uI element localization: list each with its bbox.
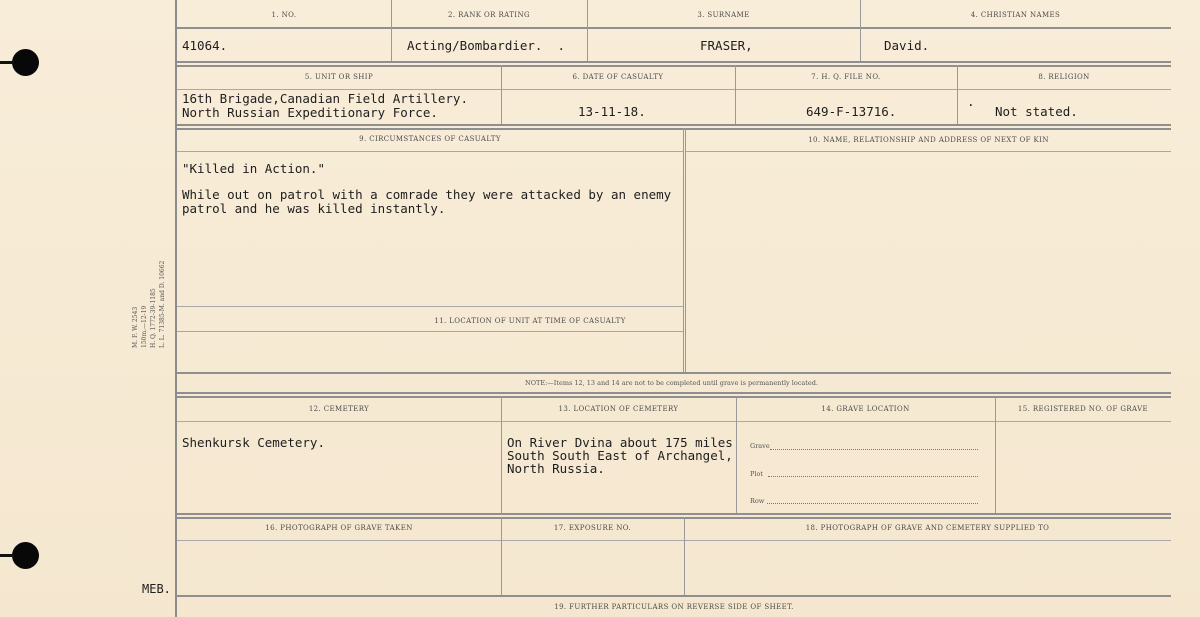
date-value: 13-11-18. (578, 104, 646, 119)
punch-hole-bottom (12, 542, 39, 569)
exposure-no-label: 17. EXPOSURE NO. (553, 524, 632, 532)
divider (995, 396, 996, 513)
surname-value: FRASER, (700, 38, 753, 53)
form-line-2: 150m.—12-19 (141, 305, 148, 348)
rule (177, 128, 1171, 130)
rule (177, 27, 1171, 29)
unit-line-2: North Russian Expeditionary Force. (182, 105, 438, 120)
grave-location-label: 14. GRAVE LOCATION (821, 405, 910, 413)
religion-mark: . (967, 94, 975, 109)
rule (177, 124, 1171, 126)
photo-supplied-label: 18. PHOTOGRAPH OF GRAVE AND CEMETERY SUPPLIED TO (805, 524, 1050, 532)
rule (177, 595, 1171, 597)
circumstances-line-2: While out on patrol with a comrade they were attacked by an enemy (182, 187, 672, 202)
punch-hole-top (12, 49, 39, 76)
rule (177, 392, 1171, 394)
plot-field-label: Plot (750, 470, 763, 478)
no-value: 41064. (182, 38, 228, 53)
circumstances-line-1: "Killed in Action." (182, 161, 325, 176)
rule (177, 513, 1171, 515)
unit-label: 5. UNIT OR SHIP (304, 73, 374, 81)
location-of-unit-label: 11. LOCATION OF UNIT AT TIME OF CASUALTY (434, 317, 626, 325)
further-particulars-label: 19. FURTHER PARTICULARS ON REVERSE SIDE OF SHEET. (554, 603, 794, 611)
christian-names-label: 4. CHRISTIAN NAMES (970, 11, 1061, 19)
christian-names-value: David. (884, 38, 930, 53)
grave-field-line (770, 449, 978, 450)
photo-taken-label: 16. PHOTOGRAPH OF GRAVE TAKEN (265, 524, 413, 532)
circumstances-label: 9. CIRCUMSTANCES OF CASUALTY (359, 135, 501, 143)
rule (177, 89, 1171, 90)
no-label: 1. NO. (271, 11, 297, 19)
note-text: NOTE:—Items 12, 13 and 14 are not to be completed until grave is permanently located. (525, 379, 818, 387)
next-of-kin-label: 10. NAME, RELATIONSHIP AND ADDRESS OF NEXT OF KIN (808, 136, 1049, 144)
circumstances-line-3: patrol and he was killed instantly. (182, 201, 446, 216)
rule (177, 61, 1171, 63)
unit-line-1: 16th Brigade,Canadian Field Artillery. (182, 91, 468, 106)
surname-label: 3. SURNAME (697, 11, 750, 19)
punch-hole-bottom-mark (0, 554, 14, 557)
rule (177, 396, 1171, 398)
date-label: 6. DATE OF CASUALTY (572, 73, 664, 81)
rank-label: 2. RANK OR RATING (448, 11, 530, 19)
form-line-4: L. L. 71385-M. and D. 10662 (159, 260, 166, 348)
cemetery-location-line-3: North Russia. (507, 461, 605, 476)
hq-file-label: 7. H. Q. FILE NO. (811, 73, 881, 81)
rule (177, 421, 1171, 422)
divider (683, 128, 684, 372)
row-field-line (767, 503, 978, 504)
divider (736, 396, 737, 513)
punch-hole-top-mark (0, 61, 14, 64)
cemetery-label: 12. CEMETERY (308, 405, 370, 413)
plot-field-line (768, 476, 978, 477)
cemetery-location-line-2: South South East of Archangel, (507, 448, 733, 463)
religion-value: Not stated. (995, 104, 1078, 119)
grave-field-label: Grave (750, 442, 770, 450)
divider (860, 0, 861, 61)
divider (685, 128, 686, 372)
rule (177, 151, 683, 152)
form-number-note (130, 260, 180, 350)
form-line-3: H. Q. 1772-39-1185 (150, 288, 157, 348)
rule (177, 65, 1171, 67)
divider (501, 396, 502, 513)
registered-no-label: 15. REGISTERED NO. OF GRAVE (1017, 405, 1149, 413)
religion-label: 8. RELIGION (1038, 73, 1090, 81)
form-line-1: M. F. W. 2543 (132, 306, 139, 348)
clerk-initials: MEB. (142, 582, 171, 596)
cemetery-value: Shenkursk Cemetery. (182, 435, 325, 450)
cemetery-location-line-1: On River Dvina about 175 miles (507, 435, 733, 450)
rule (177, 517, 1171, 519)
divider (587, 0, 588, 61)
rule (177, 540, 1171, 541)
location-of-cemetery-label: 13. LOCATION OF CEMETERY (558, 405, 679, 413)
divider (391, 0, 392, 61)
hq-file-value: 649-F-13716. (806, 104, 897, 119)
rule (177, 372, 1171, 374)
rule (177, 331, 683, 332)
rule (686, 151, 1171, 152)
row-field-label: Row (750, 497, 765, 505)
rule (177, 306, 683, 307)
rank-value: Acting/Bombardier. . (407, 38, 566, 53)
